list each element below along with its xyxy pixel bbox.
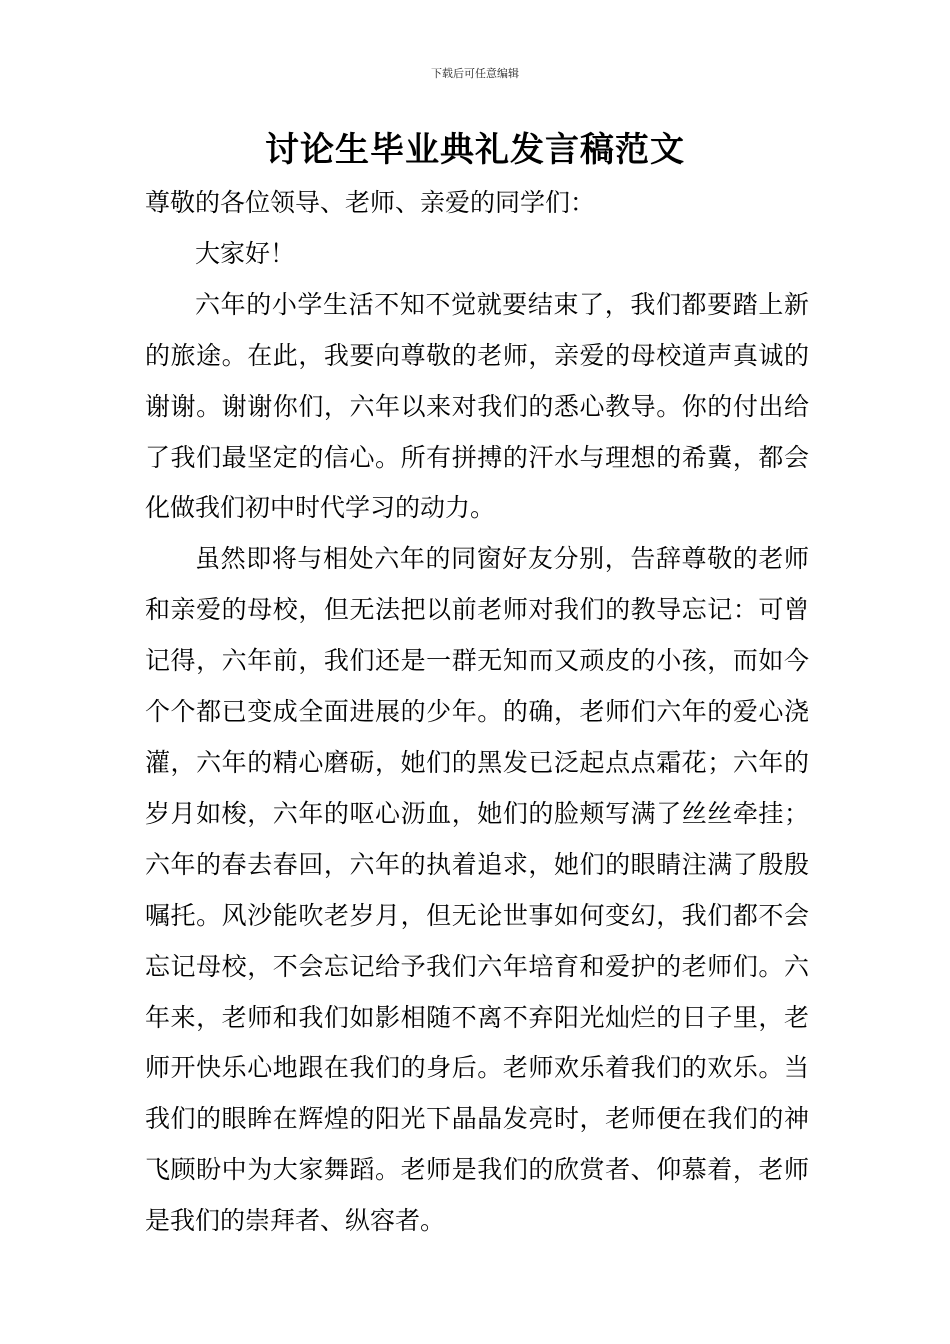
salutation: 尊敬的各位领导、老师、亲爱的同学们： [145, 188, 596, 217]
document-body [145, 178, 809, 1247]
paragraph: 虽然即将与相处六年的同窗好友分别，告辞尊敬的老师和亲爱的母校，但无法把以前老师对我们的教导忘记：可曾记得，六年前，我们还是一群无知而又顽皮的小孩，而如今个个都已变成全面进展的少年。的确，老师们六年的爱心浇灌，六年的精心磨砺，她们的黑发已泛起点点霜花；六年的岁月如梭，六年的呕心沥血，她们的脸颊写满了丝丝牵挂；六年的春去春回，六年的执着追求，她们的眼睛注满了殷殷嘱托。风沙能吹老岁月，但无论世事如何变幻，我们都不会忘记母校，不会忘记给予我们六年培育和爱护的老师们。六年来，老师和我们如影相随不离不弃阳光灿烂的日子里，老师开快乐心地跟在我们的身后。老师欢乐着我们的欢乐。当我们的眼眸在辉煌的阳光下晶晶发亮时，老师便在我们的神飞顾盼中为大家舞蹈。老师是我们的欣赏者、仰慕着，老师是我们的崇拜者、纵容者。 [145, 544, 809, 1236]
header-note: 下载后可任意编辑 [431, 67, 519, 80]
greeting: 大家好！ [195, 238, 296, 268]
page-title: 讨论生毕业典礼发言稿范文 [265, 130, 685, 170]
paragraph: 六年的小学生活不知不觉就要结束了，我们都要踏上新的旅途。在此，我要向尊敬的老师，亲爱的母校道声真诚的谢谢。谢谢你们，六年以来对我们的悉心教导。你的付出给了我们最坚定的信心。所有拼搏的汗水与理想的希冀，都会化做我们初中时代学习的动力。 [145, 289, 809, 523]
